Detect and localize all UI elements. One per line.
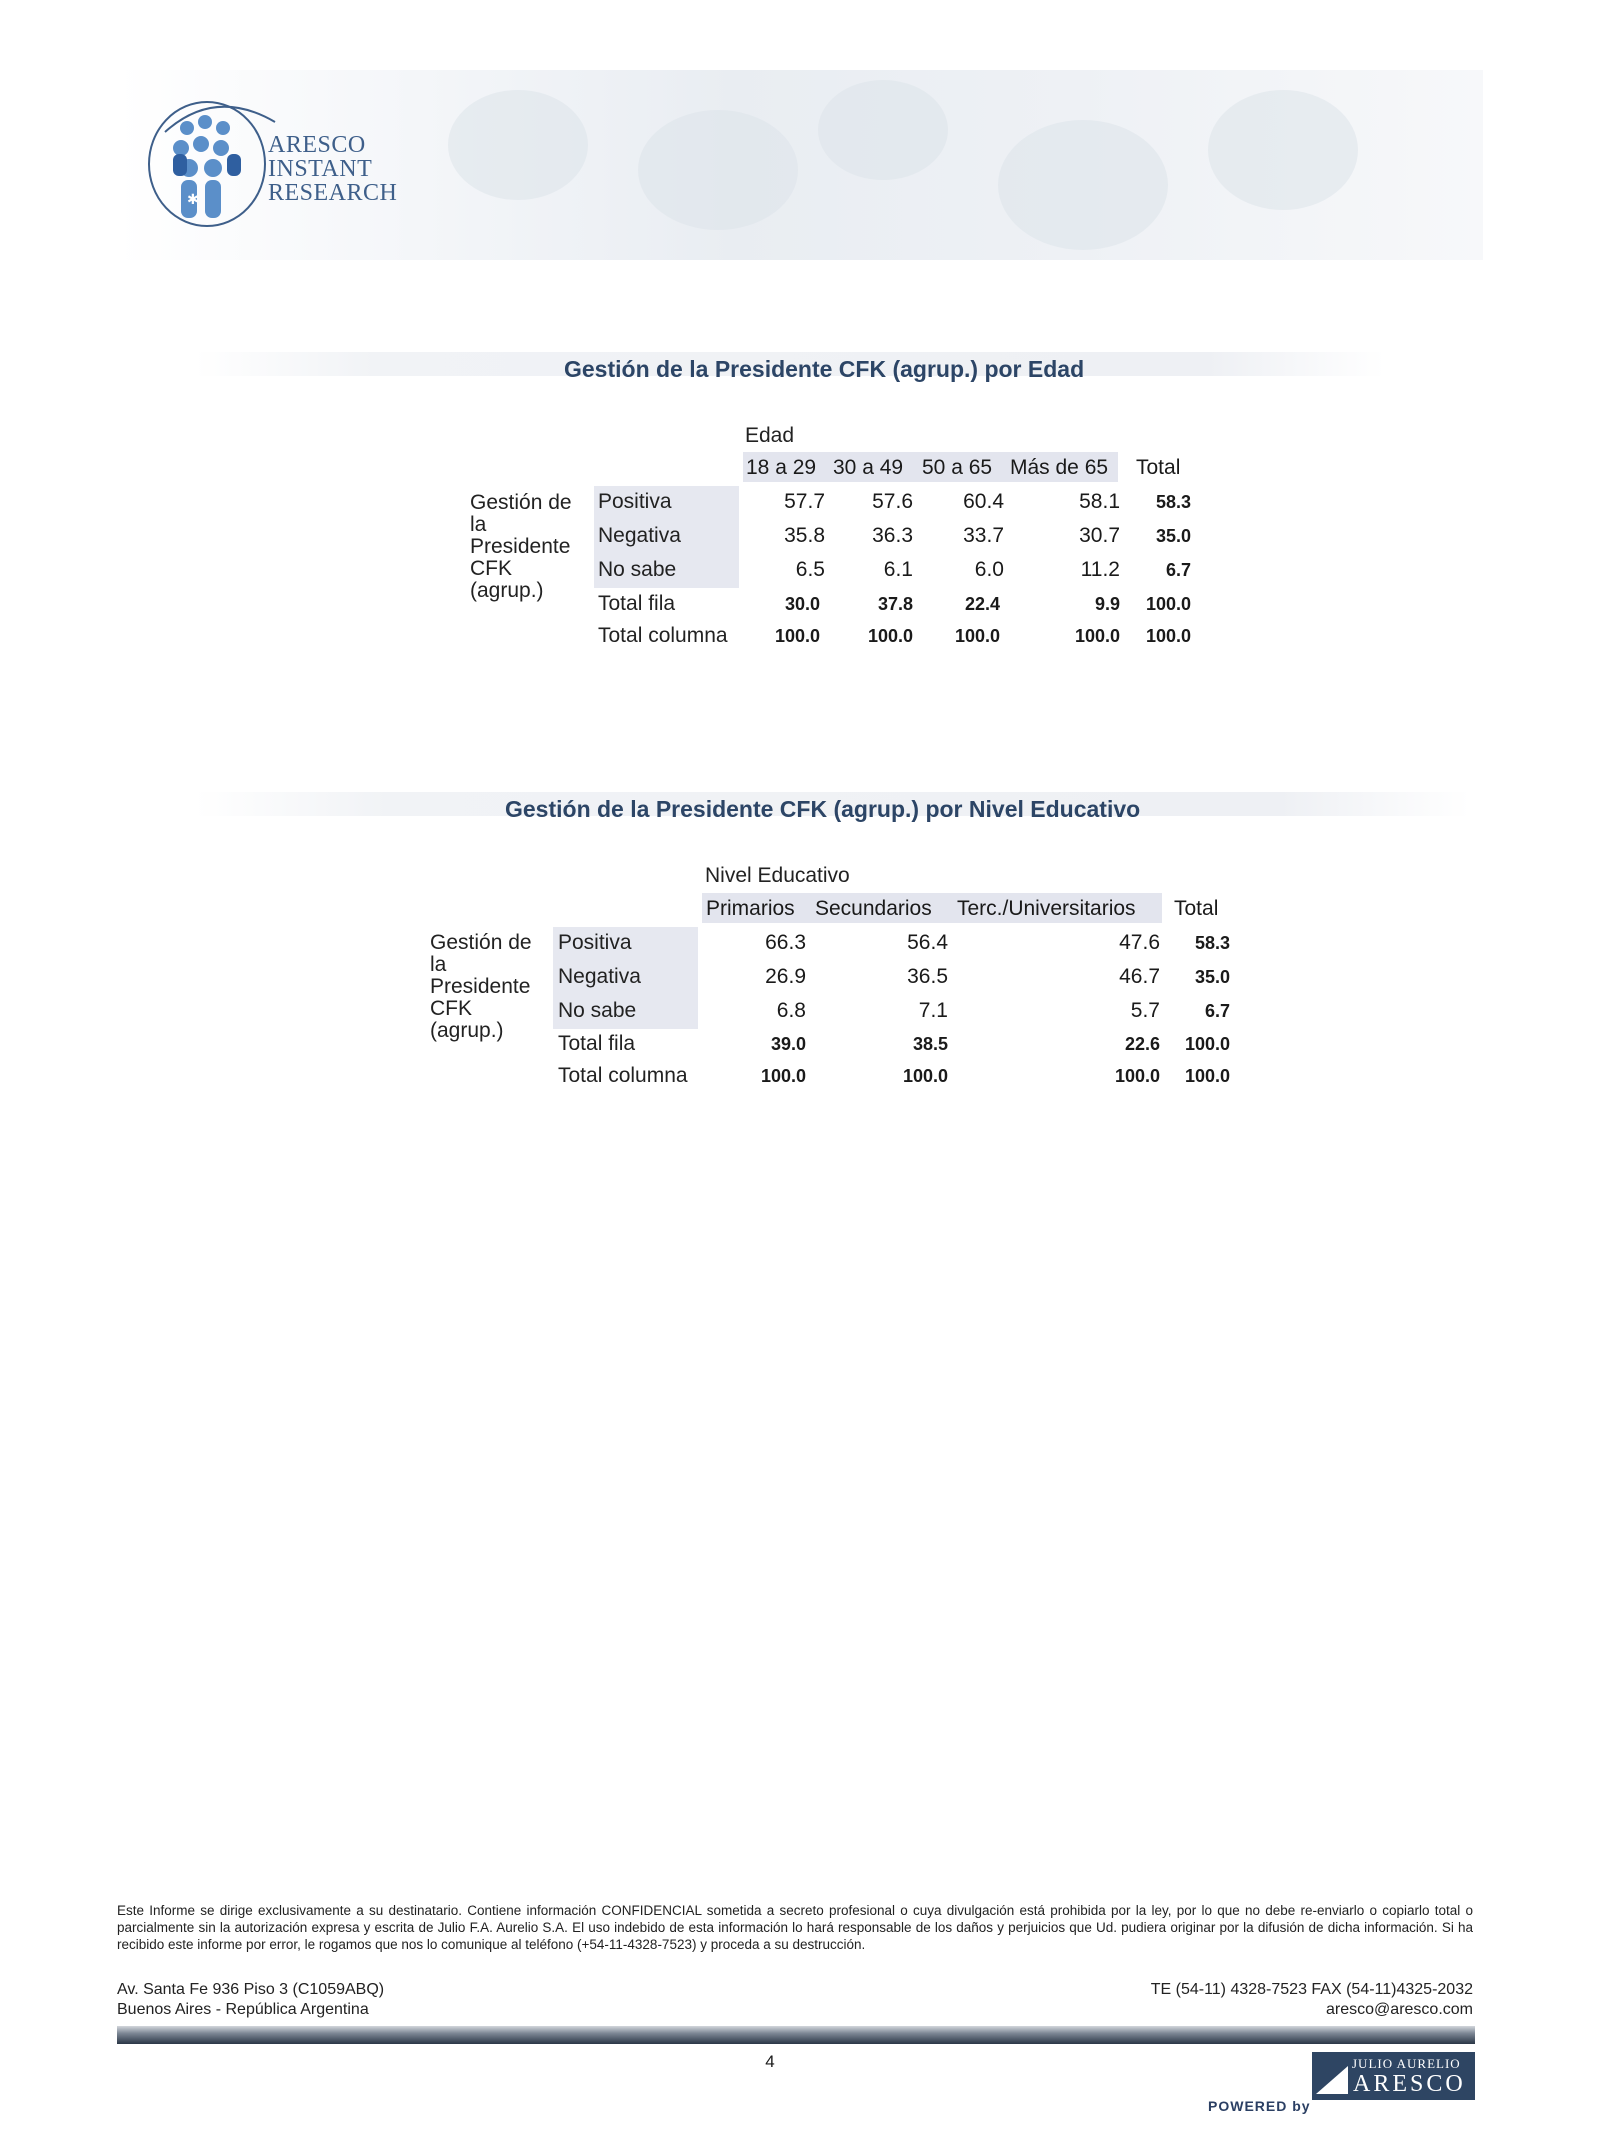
table-education-cell: 56.4 xyxy=(907,931,948,954)
table-education-row-total: 58.3 xyxy=(1194,933,1230,953)
table-age-column-group: Edad xyxy=(745,424,795,447)
table-education-cell: 36.5 xyxy=(907,965,948,988)
table-age-row-label: Positiva xyxy=(598,490,672,513)
table-age-cell: 60.4 xyxy=(963,490,1004,513)
table-age-cell: 100.0 xyxy=(867,626,913,646)
table-age-cell: 35.8 xyxy=(784,524,825,547)
var-label-line: CFK xyxy=(470,557,512,580)
var-label-line: Gestión de xyxy=(430,931,532,954)
table-age-cell: 30.0 xyxy=(784,594,820,614)
table-education-total-header: Total xyxy=(1174,897,1219,920)
address-line-2: Buenos Aires - República Argentina xyxy=(117,2001,369,2018)
address-block xyxy=(117,1980,384,2020)
table-education-row-total: 6.7 xyxy=(1204,1001,1230,1021)
var-label-line: Presidente xyxy=(430,975,531,998)
table-age-cell: 6.1 xyxy=(883,558,913,581)
table-education-cell: 100.0 xyxy=(902,1066,948,1086)
table-education-col-2: Secundarios xyxy=(815,897,932,920)
var-label-line: la xyxy=(470,513,487,536)
var-label-line: (agrup.) xyxy=(470,579,544,602)
table-education-row-label: No sabe xyxy=(558,999,637,1022)
table-age-total-header: Total xyxy=(1136,456,1181,479)
table-education-row-label: Total columna xyxy=(558,1064,688,1087)
table-age-cell: 36.3 xyxy=(872,524,913,547)
table-age-col-3: 50 a 65 xyxy=(922,456,993,479)
var-label-line: (agrup.) xyxy=(430,1019,504,1042)
table-age-cell: 100.0 xyxy=(774,626,820,646)
table-age-row-label: Negativa xyxy=(598,524,681,547)
logo-line-1: ARESCO xyxy=(268,132,366,158)
email-link[interactable]: aresco@aresco.com xyxy=(1326,2001,1473,2018)
contact-block xyxy=(1151,1980,1473,2020)
table-age-cell: 100.0 xyxy=(1074,626,1120,646)
var-label-line: Presidente xyxy=(470,535,571,558)
page-number: 4 xyxy=(765,2052,775,2071)
table-education-row-total: 100.0 xyxy=(1184,1066,1230,1086)
table-education-cell: 38.5 xyxy=(912,1034,948,1054)
table-education-cell: 46.7 xyxy=(1119,965,1160,988)
table-education-row-label: Total fila xyxy=(558,1032,636,1055)
table-age-col-1: 18 a 29 xyxy=(746,456,817,479)
table-age-col-4: Más de 65 xyxy=(1010,456,1109,479)
table-age-cell: 33.7 xyxy=(963,524,1004,547)
brand-triangle-icon xyxy=(1314,2064,1350,2096)
phone-fax: TE (54-11) 4328-7523 FAX (54-11)4325-2032 xyxy=(1150,1981,1473,1998)
table-age-cell: 9.9 xyxy=(1094,594,1120,614)
table-education-variable-label xyxy=(430,932,532,1042)
footer-bar xyxy=(117,2026,1475,2044)
table-education-cell: 47.6 xyxy=(1119,931,1160,954)
table-age-cell: 100.0 xyxy=(954,626,1000,646)
table-education-cell: 100.0 xyxy=(1114,1066,1160,1086)
address-line-1: Av. Santa Fe 936 Piso 3 (C1059ABQ) xyxy=(117,1981,385,1998)
logo-line-3: RESEARCH xyxy=(268,180,398,206)
table-age-cell: 30.7 xyxy=(1079,524,1120,547)
table-age-row-label: No sabe xyxy=(598,558,677,581)
table-education-cell: 5.7 xyxy=(1130,999,1160,1022)
brand-main-text: ARESCO xyxy=(1353,2071,1466,2097)
var-label-line: Gestión de xyxy=(470,491,572,514)
table-education-title: Gestión de la Presidente CFK (agrup.) por Nivel Educativo xyxy=(505,796,1141,822)
table-education-cell: 100.0 xyxy=(760,1066,806,1086)
brand-top-text: JULIO AURELIO xyxy=(1352,2056,1461,2071)
table-age-cell: 58.1 xyxy=(1079,490,1120,513)
table-age-row-total: 100.0 xyxy=(1145,626,1191,646)
table-education-cell: 22.6 xyxy=(1124,1034,1160,1054)
powered-by-label: POWERED by xyxy=(1208,2098,1311,2114)
table-education-row-total: 35.0 xyxy=(1194,967,1230,987)
table-age-row-total: 58.3 xyxy=(1155,492,1191,512)
table-education-cell: 39.0 xyxy=(770,1034,806,1054)
table-age-row-total: 6.7 xyxy=(1165,560,1191,580)
var-label-line: CFK xyxy=(430,997,472,1020)
table-age-title: Gestión de la Presidente CFK (agrup.) por Edad xyxy=(564,356,1085,382)
table-education-col-3: Terc./Universitarios xyxy=(957,897,1136,920)
table-education-col-1: Primarios xyxy=(706,897,795,920)
table-education-column-group: Nivel Educativo xyxy=(705,864,850,887)
confidentiality-disclaimer: Este Informe se dirige exclusivamente a su destinatario. Contiene información CONFIDENCIAL sometida a secreto profesional o cuya divulgación está prohibida por la ley, por lo que no debe re-enviarlo o copiarlo total o parcialmente sin la autorización expresa y escrita de Julio F.A. Aurelio S.A. El uso indebido de esta información lo hará responsable de los daños y perjuicios que Ud. pudiera originar por la difusión de dicha información. Si ha recibido este informe por error, le rogamos que nos lo comunique al teléfono (+54-11-4328-7523) y proceda a su destrucción. xyxy=(117,1903,1473,1952)
table-education-cell: 6.8 xyxy=(776,999,806,1022)
table-age-cell: 6.5 xyxy=(795,558,825,581)
table-age-cell: 11.2 xyxy=(1080,558,1120,581)
table-age-cell: 6.0 xyxy=(974,558,1004,581)
table-education-row-label: Negativa xyxy=(558,965,641,988)
table-age-row-label: Total fila xyxy=(598,592,676,615)
table-age-cell: 22.4 xyxy=(964,594,1000,614)
table-education-row-label: Positiva xyxy=(558,931,632,954)
table-age-cell: 57.6 xyxy=(872,490,913,513)
table-education-cell: 66.3 xyxy=(765,931,806,954)
table-education-row-total: 100.0 xyxy=(1184,1034,1230,1054)
table-age-cell: 57.7 xyxy=(784,490,825,513)
table-education-cell: 26.9 xyxy=(765,965,806,988)
var-label-line: la xyxy=(430,953,447,976)
table-age-row-total: 35.0 xyxy=(1155,526,1191,546)
table-age-variable-label xyxy=(470,492,572,602)
table-age-col-2: 30 a 49 xyxy=(833,456,904,479)
table-age-row-label: Total columna xyxy=(598,624,728,647)
table-age-row-total: 100.0 xyxy=(1145,594,1191,614)
logo-line-2: INSTANT xyxy=(268,156,373,182)
logo-text xyxy=(268,133,408,205)
svg-text:✱: ✱ xyxy=(187,192,199,208)
table-education-cell: 7.1 xyxy=(918,999,948,1022)
table-age-cell: 37.8 xyxy=(877,594,913,614)
